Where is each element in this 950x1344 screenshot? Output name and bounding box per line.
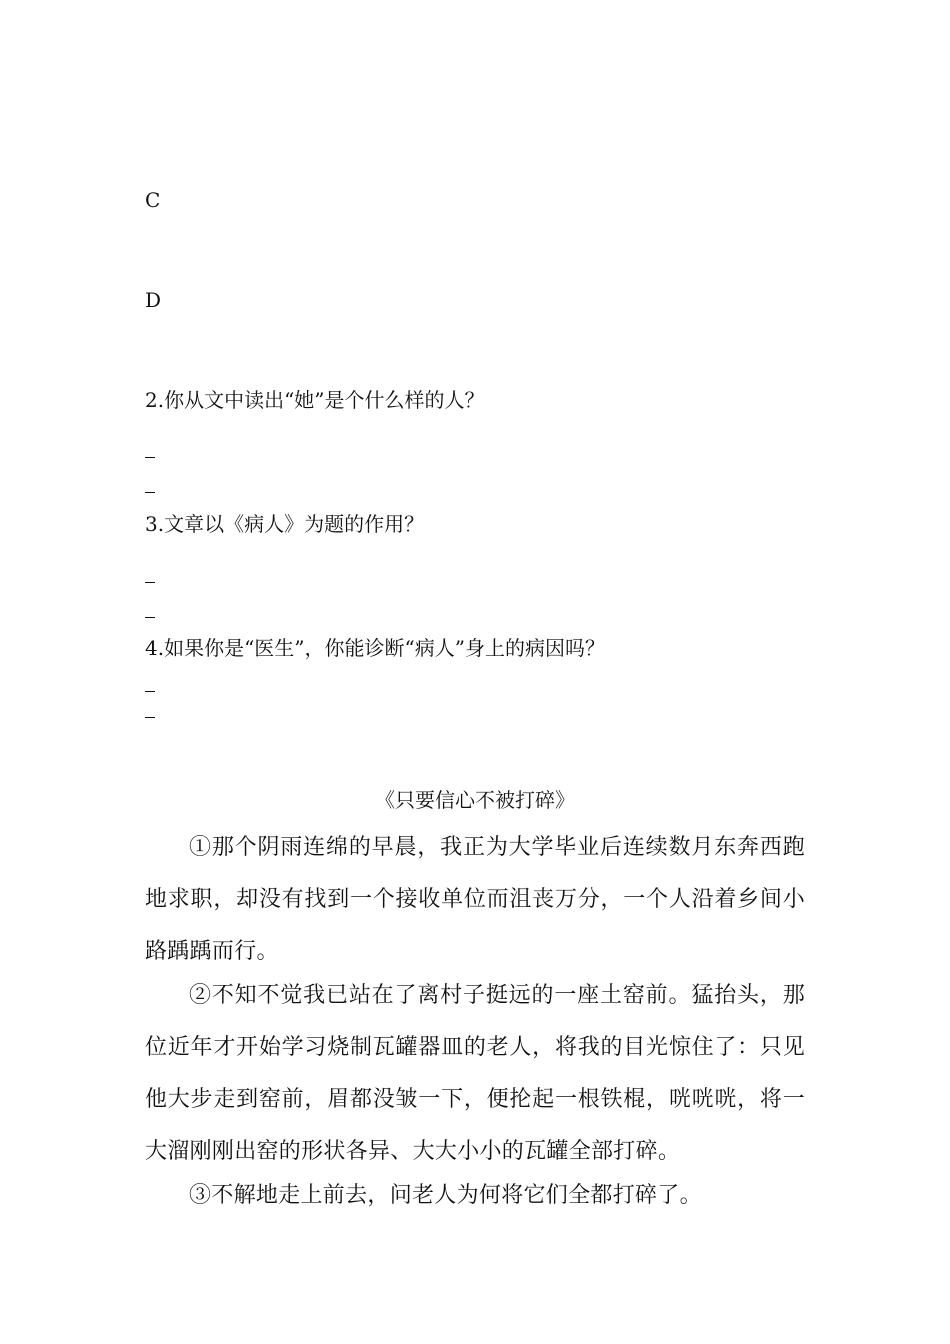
answer-blank-line[interactable]	[145, 617, 155, 618]
answer-blank-line[interactable]	[145, 582, 155, 583]
article-paragraph-3: ③不解地走上前去，问老人为何将它们全都打碎了。	[189, 1183, 702, 1208]
question-4: 4.如果你是“医生”，你能诊断“病人”身上的病因吗？	[145, 636, 605, 660]
article-paragraph-2: ②不知不觉我已站在了离村子挺远的一座土窑前。猛抬头，那位近年才开始学习烧制瓦罐器皿的老人，将我的目光惊住了：只见他大步走到窑前，眉都没皱一下，便抡起一根铁棍，咣咣咣，将一大溜刚刚出窑的形状各异、大大小小的瓦罐全部打碎。	[145, 983, 805, 1164]
answer-blank-line[interactable]	[145, 691, 155, 692]
article-paragraph-1: ①那个阴雨连绵的早晨，我正为大学毕业后连续数月东奔西跑地求职，却没有找到一个接收单位而沮丧万分，一个人沿着乡间小路踽踽而行。	[145, 835, 805, 964]
answer-blank-line[interactable]	[145, 457, 155, 458]
question-2: 2.你从文中读出“她”是个什么样的人？	[145, 388, 485, 412]
answer-blank-line[interactable]	[145, 717, 155, 718]
option-d: D	[145, 288, 162, 312]
article-title: 《只要信心不被打碎》	[375, 788, 575, 812]
option-c: C	[145, 188, 161, 212]
question-3: 3.文章以《病人》为题的作用？	[145, 512, 425, 536]
answer-blank-line[interactable]	[145, 492, 155, 493]
